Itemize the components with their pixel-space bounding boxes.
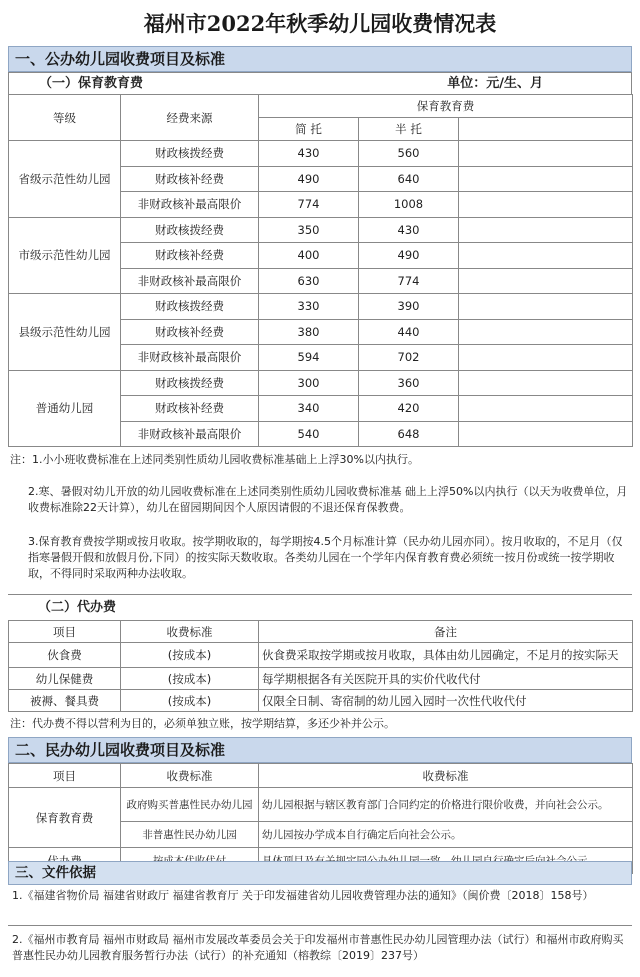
table-row — [9, 788, 633, 822]
ban-cell: 702 — [359, 345, 459, 371]
reference-2: 2.《福州市教育局 福州市财政局 福州市发展改革委员会关于印发福州市普惠性民办幼儿园管理办法（试行）和福州市政府购买普惠性民办幼儿园教育服务暂行办法（试行）的补充通知（榕教综〔2019〕237号） — [12, 933, 624, 962]
agency-fee-table — [8, 620, 633, 712]
ban-cell: 1008 — [359, 192, 459, 218]
source-cell: 非财政核补最高限价 — [121, 345, 259, 371]
ban-cell: 490 — [359, 243, 459, 269]
level-cell: 市级示范性幼儿园 — [9, 217, 121, 294]
part2-heading: （二）代办费 — [38, 600, 117, 615]
empty-cell — [459, 166, 633, 192]
empty-cell — [459, 396, 633, 422]
empty-cell — [459, 345, 633, 371]
header-standard: 收费标准 — [121, 621, 259, 643]
remark-cell: 每学期根据各有关医院开具的实价代收代付 — [259, 668, 633, 690]
source-cell: 财政核补经费 — [121, 396, 259, 422]
jian-cell: 400 — [259, 243, 359, 269]
jian-cell: 630 — [259, 268, 359, 294]
ban-cell: 360 — [359, 370, 459, 396]
ban-cell: 420 — [359, 396, 459, 422]
jian-cell: 350 — [259, 217, 359, 243]
part1-subheader — [8, 72, 632, 94]
remark-cell: 仅限全日制、寄宿制的幼儿园入园时一次性代收代付 — [259, 690, 633, 712]
section2-heading: 二、民办幼儿园收费项目及标准 — [8, 737, 632, 763]
page-title: 福州市2022年秋季幼儿园收费情况表 — [143, 11, 497, 36]
header-remark: 收费标准 — [259, 764, 633, 788]
unit-label: 单位：元/生、月 — [447, 76, 543, 91]
item-cell: 幼儿保健费 — [9, 668, 121, 690]
table-row — [9, 643, 633, 668]
jian-cell: 594 — [259, 345, 359, 371]
ban-cell: 560 — [359, 141, 459, 167]
fee-table — [8, 94, 633, 447]
part1-heading: （一）保育教育费 — [39, 76, 144, 91]
level-cell: 省级示范性幼儿园 — [9, 141, 121, 218]
remark-cell: 幼儿园按办学成本自行确定后向社会公示。 — [259, 822, 633, 848]
empty-cell — [459, 192, 633, 218]
source-cell: 财政核补经费 — [121, 166, 259, 192]
jian-cell: 340 — [259, 396, 359, 422]
remark-cell: 伙食费采取按学期或按月收取，具体由幼儿园确定，不足月的按实际天 — [259, 643, 633, 668]
jian-cell: 774 — [259, 192, 359, 218]
ban-cell: 390 — [359, 294, 459, 320]
source-cell: 财政核补经费 — [121, 319, 259, 345]
header-fee: 保育教育费 — [259, 95, 633, 118]
level-cell: 县级示范性幼儿园 — [9, 294, 121, 371]
item-cell: 被褥、餐具费 — [9, 690, 121, 712]
private-fee-table — [8, 763, 633, 874]
note-3: 3.保育教育费按学期或按月收取。按学期收取的，每学期按4.5个月标准计算（民办幼儿园亦同）。按月收取的，不足月（仅指寒暑假开假和放假月份,下同）的按实际天数收取。各类幼儿园在一个学年内保育教育费必须统一按月份或统一按学期收取，不得同时采取两种办法收取。 — [28, 535, 623, 580]
divider — [8, 925, 632, 926]
jian-cell: 300 — [259, 370, 359, 396]
item-cell: 伙食费 — [9, 643, 121, 668]
jian-cell: 540 — [259, 421, 359, 447]
header-level: 等级 — [9, 95, 121, 141]
table-row — [9, 294, 633, 320]
header-item: 项目 — [9, 764, 121, 788]
ban-cell: 440 — [359, 319, 459, 345]
section1-heading: 一、公办幼儿园收费项目及标准 — [8, 46, 632, 72]
source-cell: 财政核拨经费 — [121, 217, 259, 243]
header-ban: 半 托 — [359, 118, 459, 141]
table-row — [9, 217, 633, 243]
empty-cell — [459, 319, 633, 345]
source-cell: 财政核补经费 — [121, 243, 259, 269]
standard-cell: (按成本) — [121, 668, 259, 690]
level-cell: 普通幼儿园 — [9, 370, 121, 447]
empty-cell — [459, 243, 633, 269]
standard-cell: (按成本) — [121, 643, 259, 668]
empty-cell — [459, 294, 633, 320]
header-source: 经费来源 — [121, 95, 259, 141]
table-row — [9, 370, 633, 396]
empty-cell — [459, 370, 633, 396]
part2-subheader — [8, 597, 632, 619]
empty-cell — [459, 141, 633, 167]
standard-cell: 非普惠性民办幼儿园 — [121, 822, 259, 848]
source-cell: 财政核拨经费 — [121, 294, 259, 320]
header-jian: 简 托 — [259, 118, 359, 141]
item-cell: 保育教育费 — [9, 788, 121, 848]
remark-cell: 幼儿园根据与辖区教育部门合同约定的价格进行限价收费，并向社会公示。 — [259, 788, 633, 822]
source-cell: 财政核拨经费 — [121, 141, 259, 167]
empty-cell — [459, 217, 633, 243]
table-row — [9, 668, 633, 690]
header-item: 项目 — [9, 621, 121, 643]
source-cell: 财政核拨经费 — [121, 370, 259, 396]
note-1: 注：1.小小班收费标准在上述同类别性质幼儿园收费标准基础上上浮30%以内执行。 — [10, 453, 419, 466]
agency-fee-note: 注：代办费不得以营利为目的，必须单独立账，按学期结算，多还少补并公示。 — [10, 717, 395, 730]
table-row — [9, 690, 633, 712]
empty-cell — [459, 268, 633, 294]
header-remark: 备注 — [259, 621, 633, 643]
jian-cell: 330 — [259, 294, 359, 320]
ban-cell: 430 — [359, 217, 459, 243]
divider — [8, 594, 632, 595]
source-cell: 非财政核补最高限价 — [121, 421, 259, 447]
jian-cell: 490 — [259, 166, 359, 192]
empty-cell — [459, 421, 633, 447]
source-cell: 非财政核补最高限价 — [121, 192, 259, 218]
ban-cell: 774 — [359, 268, 459, 294]
jian-cell: 430 — [259, 141, 359, 167]
table-row — [9, 141, 633, 167]
header-empty — [459, 118, 633, 141]
standard-cell: 政府购买普惠性民办幼儿园 — [121, 788, 259, 822]
note-2: 2.寒、暑假对幼儿开放的幼儿园收费标准在上述同类别性质幼儿园收费标准基 础上上浮50%以内执行（以天为收费单位，月收费标准除22天计算），幼儿在留园期间因个人原因请假的不退还保育保教费。 — [28, 485, 628, 514]
standard-cell: (按成本) — [121, 690, 259, 712]
jian-cell: 380 — [259, 319, 359, 345]
ban-cell: 640 — [359, 166, 459, 192]
reference-1: 1.《福建省物价局 福建省财政厅 福建省教育厅 关于印发福建省幼儿园收费管理办法的通知》（闽价费〔2018〕158号） — [12, 889, 594, 902]
ban-cell: 648 — [359, 421, 459, 447]
header-standard: 收费标准 — [121, 764, 259, 788]
section3-heading: 三、文件依据 — [8, 861, 632, 885]
source-cell: 非财政核补最高限价 — [121, 268, 259, 294]
